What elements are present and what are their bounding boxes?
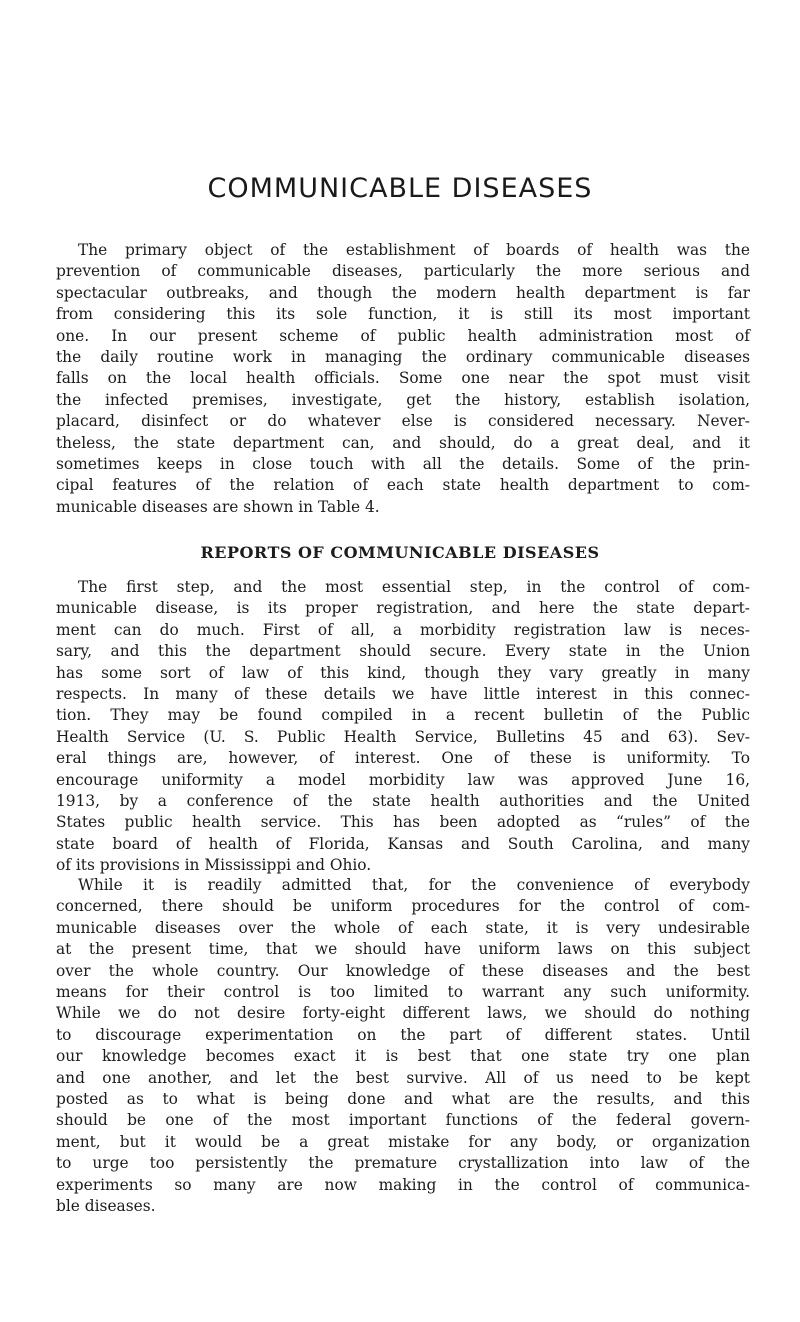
- section-heading: REPORTS OF COMMUNICABLE DISEASES: [200, 543, 600, 562]
- text-line: our knowledge becomes exact it is best that one state try one plan: [56, 1047, 750, 1066]
- text-line: prevention of communicable diseases, particularly the more serious and: [56, 262, 750, 281]
- text-line: falls on the local health officials. Some one near the spot must visit: [56, 369, 750, 388]
- text-line: Health Service (U. S. Public Health Service, Bulletins 45 and 63). Sev-: [56, 727, 750, 746]
- registration-paragraph: [56, 577, 750, 877]
- intro-paragraph: [56, 240, 750, 518]
- text-line: state board of health of Florida, Kansas and South Carolina, and many: [56, 834, 750, 853]
- text-line: at the present time, that we should have uniform laws on this subject: [56, 940, 750, 959]
- uniformity-paragraph: [56, 875, 750, 1218]
- text-line: over the whole country. Our knowledge of these diseases and the best: [56, 961, 750, 980]
- text-line: and one another, and let the best survive. All of us need to be kept: [56, 1068, 750, 1087]
- text-line: ment can do much. First of all, a morbidity registration law is neces-: [56, 620, 750, 639]
- text-line: States public health service. This has been adopted as “rules” of the: [56, 813, 750, 832]
- text-line: should be one of the most important functions of the federal govern-: [56, 1111, 750, 1130]
- text-line: placard, disinfect or do whatever else is considered necessary. Never-: [56, 412, 750, 431]
- text-line: While we do not desire forty-eight different laws, we should do nothing: [56, 1004, 750, 1023]
- text-line: one. In our present scheme of public health administration most of: [56, 326, 750, 345]
- text-line: ment, but it would be a great mistake for any body, or organization: [56, 1132, 750, 1151]
- text-line: concerned, there should be uniform procedures for the control of com-: [56, 897, 750, 916]
- text-line: means for their control is too limited to warrant any such uniformity.: [56, 983, 750, 1002]
- text-line: experiments so many are now making in the control of communica-: [56, 1175, 750, 1194]
- text-line: encourage uniformity a model morbidity law was approved June 16,: [56, 770, 750, 789]
- text-line: ble diseases.: [56, 1197, 156, 1216]
- text-line: 1913, by a conference of the state health authorities and the United: [56, 792, 750, 811]
- text-line: municable diseases over the whole of each state, it is very undesirable: [56, 918, 750, 937]
- page-title: COMMUNICABLE DISEASES: [207, 173, 593, 204]
- text-line: While it is readily admitted that, for the convenience of everybody: [78, 876, 750, 894]
- text-line: respects. In many of these details we have little interest in this connec-: [56, 685, 750, 704]
- text-line: theless, the state department can, and should, do a great deal, and it: [56, 433, 750, 452]
- text-line: the infected premises, investigate, get the history, establish isolation,: [56, 390, 750, 409]
- text-line: sary, and this the department should secure. Every state in the Union: [56, 642, 750, 661]
- text-line: has some sort of law of this kind, though they vary greatly in many: [56, 663, 750, 682]
- text-line: eral things are, however, of interest. One of these is uniformity. To: [56, 749, 750, 768]
- text-line: tion. They may be found compiled in a recent bulletin of the Public: [56, 706, 750, 725]
- text-line: of its provisions in Mississippi and Ohio.: [56, 856, 372, 875]
- text-line: spectacular outbreaks, and though the modern health department is far: [56, 283, 750, 302]
- text-line: cipal features of the relation of each state health department to com-: [56, 476, 750, 495]
- text-line: to discourage experimentation on the part of different states. Until: [56, 1025, 750, 1044]
- text-line: from considering this its sole function, it is still its most important: [56, 305, 750, 324]
- text-line: the daily routine work in managing the ordinary communicable diseases: [56, 348, 750, 367]
- text-line: to urge too persistently the premature crystallization into law of the: [56, 1154, 750, 1173]
- text-line: municable diseases are shown in Table 4.: [56, 497, 380, 516]
- text-line: sometimes keeps in close touch with all the details. Some of the prin-: [56, 455, 750, 474]
- text-line: The first step, and the most essential step, in the control of com-: [78, 578, 750, 596]
- text-line: posted as to what is being done and what are the results, and this: [56, 1090, 750, 1109]
- text-line: The primary object of the establishment of boards of health was the: [78, 241, 750, 259]
- text-line: municable disease, is its proper registration, and here the state depart-: [56, 599, 750, 618]
